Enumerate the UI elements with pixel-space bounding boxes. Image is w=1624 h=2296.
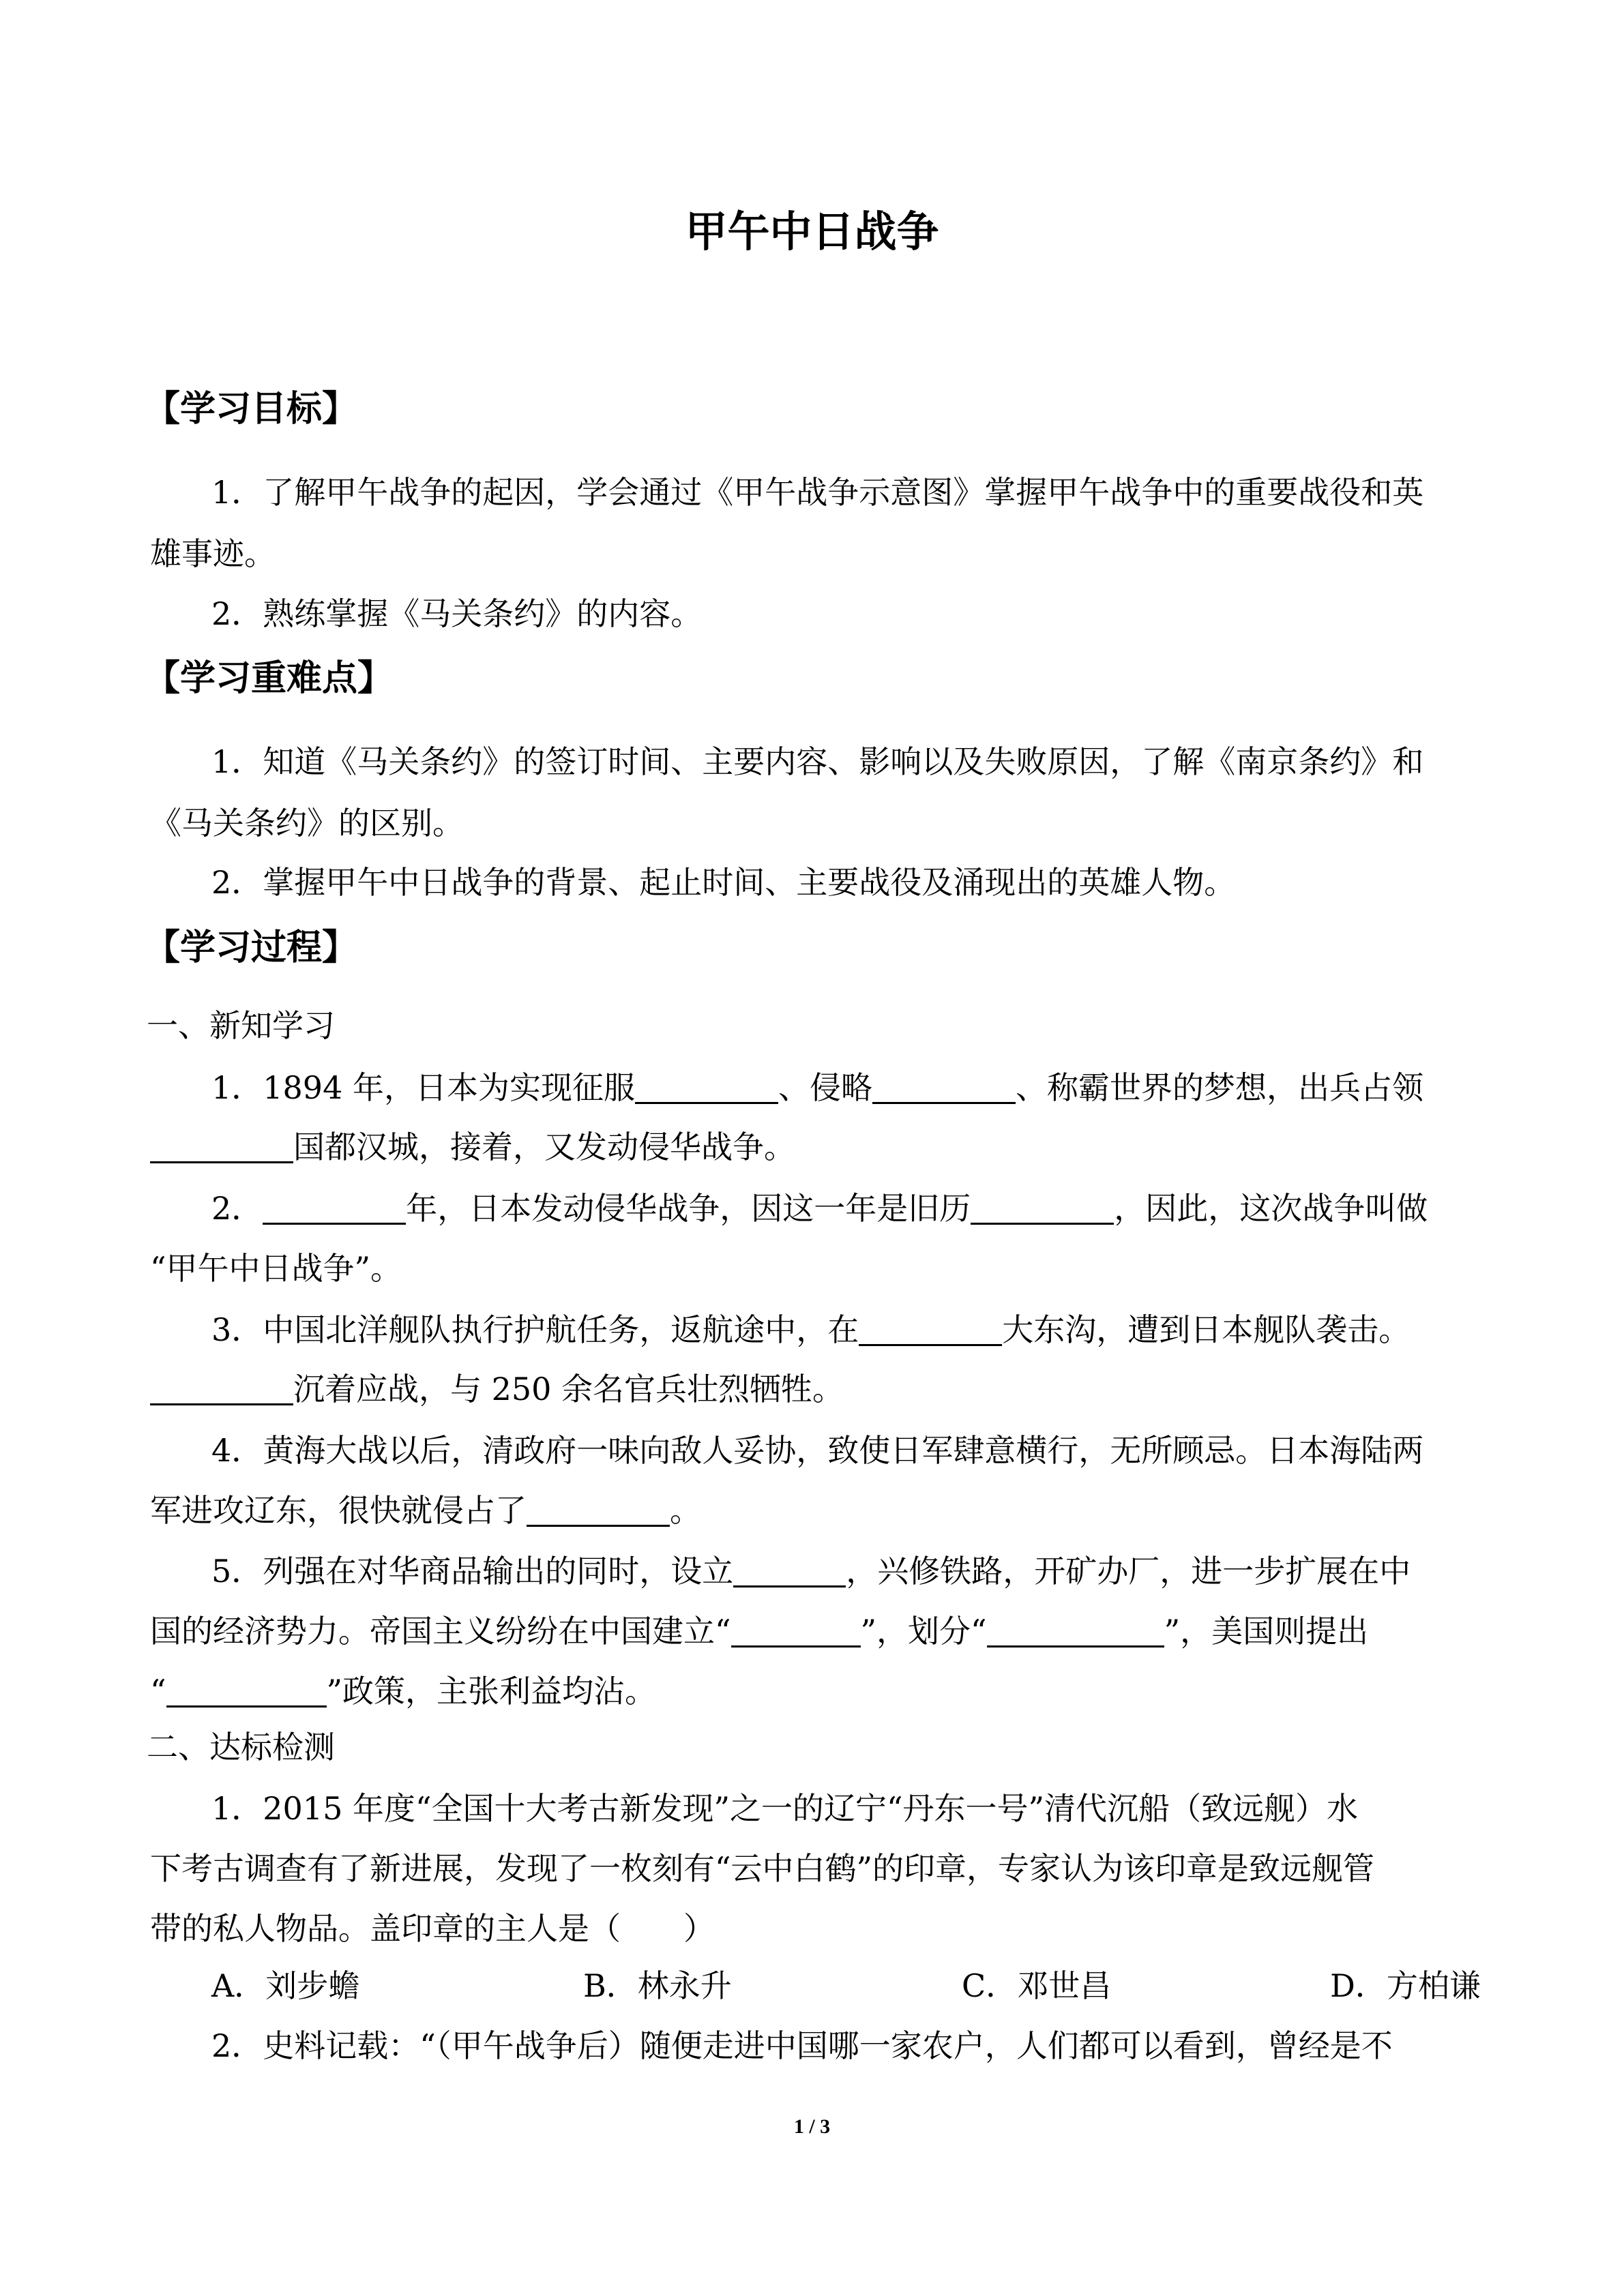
answer-blank[interactable] bbox=[263, 1193, 406, 1225]
check-question-1-line-2: 下考古调查有了新进展，发现了一枚刻有“云中白鹤”的印章，专家认为该印章是致远舰管 bbox=[150, 1850, 1375, 1887]
part-2-heading: 二、达标检测 bbox=[147, 1729, 335, 1765]
question-5-line-3: “ ”政策，主张利益均沾。 bbox=[150, 1673, 657, 1710]
answer-blank[interactable] bbox=[150, 1373, 293, 1405]
goal-1-line-1: 1．了解甲午战争的起因，学会通过《甲午战争示意图》掌握甲午战争中的重要战役和英 bbox=[211, 474, 1424, 511]
answer-blank[interactable] bbox=[859, 1314, 1002, 1346]
question-3-line-1: 3．中国北洋舰队执行护航任务，返航途中，在 大东沟，遭到日本舰队袭击。 bbox=[211, 1311, 1411, 1348]
answer-blank[interactable] bbox=[987, 1615, 1164, 1648]
answer-blank[interactable] bbox=[527, 1495, 670, 1527]
option-d[interactable]: D．方柏谦 bbox=[1330, 1967, 1481, 2004]
part-1-heading: 一、新知学习 bbox=[147, 1007, 335, 1044]
answer-blank[interactable] bbox=[731, 1615, 861, 1648]
question-3-line-2: 沉着应战，与 250 余名官兵壮烈牺牲。 bbox=[150, 1367, 1487, 1411]
answer-blank[interactable] bbox=[166, 1675, 327, 1708]
goal-2: 2．熟练掌握《马关条约》的内容。 bbox=[211, 595, 703, 632]
answer-blank[interactable] bbox=[872, 1072, 1016, 1104]
answer-blank[interactable] bbox=[635, 1072, 778, 1104]
question-5-line-2: 国的经济势力。帝国主义纷纷在中国建立“ ”，划分“ ”，美国则提出 bbox=[150, 1613, 1369, 1650]
answer-blank[interactable] bbox=[150, 1131, 293, 1163]
question-1-line-1: 1．1894 年，日本为实现征服 、侵略 、称霸世界的梦想，出兵占领 bbox=[211, 1069, 1423, 1106]
keypoint-1-line-1: 1．知道《马关条约》的签订时间、主要内容、影响以及失败原因，了解《南京条约》和 bbox=[211, 743, 1424, 780]
check-question-2-line-1: 2．史料记载：“（甲午战争后）随便走进中国哪一家农户，人们都可以看到，曾经是不 bbox=[211, 2027, 1393, 2064]
page-title: 甲午中日战争 bbox=[685, 207, 939, 256]
question-2-line-2: “甲午中日战争”。 bbox=[150, 1250, 402, 1287]
keypoint-1-line-2: 《马关条约》的区别。 bbox=[150, 805, 464, 841]
question-1-line-2: 国都汉城，接着，又发动侵华战争。 bbox=[150, 1125, 1487, 1169]
answer-blank[interactable] bbox=[733, 1555, 846, 1587]
question-2-line-1: 2． 年，日本发动侵华战争，因这一年是旧历 ，因此，这次战争叫做 bbox=[211, 1190, 1428, 1227]
heading-learning-goals: 【学习目标】 bbox=[145, 389, 358, 430]
keypoint-2: 2．掌握甲午中日战争的背景、起止时间、主要战役及涌现出的英雄人物。 bbox=[211, 864, 1236, 901]
answer-blank[interactable] bbox=[971, 1193, 1114, 1225]
question-4-line-2: 军进攻辽东，很快就侵占了 。 bbox=[150, 1492, 701, 1529]
option-a[interactable]: A．刘步蟾 bbox=[211, 1967, 360, 2004]
option-b[interactable]: B．林永升 bbox=[583, 1967, 732, 2004]
check-question-1-line-3: 带的私人物品。盖印章的主人是（ ） bbox=[150, 1910, 715, 1947]
check-question-1-line-1: 1．2015 年度“全国十大考古新发现”之一的辽宁“丹东一号”清代沉船（致远舰）水 bbox=[211, 1790, 1359, 1827]
heading-key-points: 【学习重难点】 bbox=[145, 658, 394, 699]
question-4-line-1: 4．黄海大战以后，清政府一味向敌人妥协，致使日军肆意横行，无所顾忌。日本海陆两 bbox=[211, 1432, 1424, 1469]
question-5-line-1: 5．列强在对华商品输出的同时，设立 ，兴修铁路，开矿办厂，进一步扩展在中 bbox=[211, 1553, 1411, 1590]
page-number: 1 / 3 bbox=[793, 2115, 831, 2138]
goal-1-line-2: 雄事迹。 bbox=[150, 535, 276, 572]
heading-learning-process: 【学习过程】 bbox=[145, 927, 358, 968]
option-c[interactable]: C．邓世昌 bbox=[962, 1967, 1112, 2004]
